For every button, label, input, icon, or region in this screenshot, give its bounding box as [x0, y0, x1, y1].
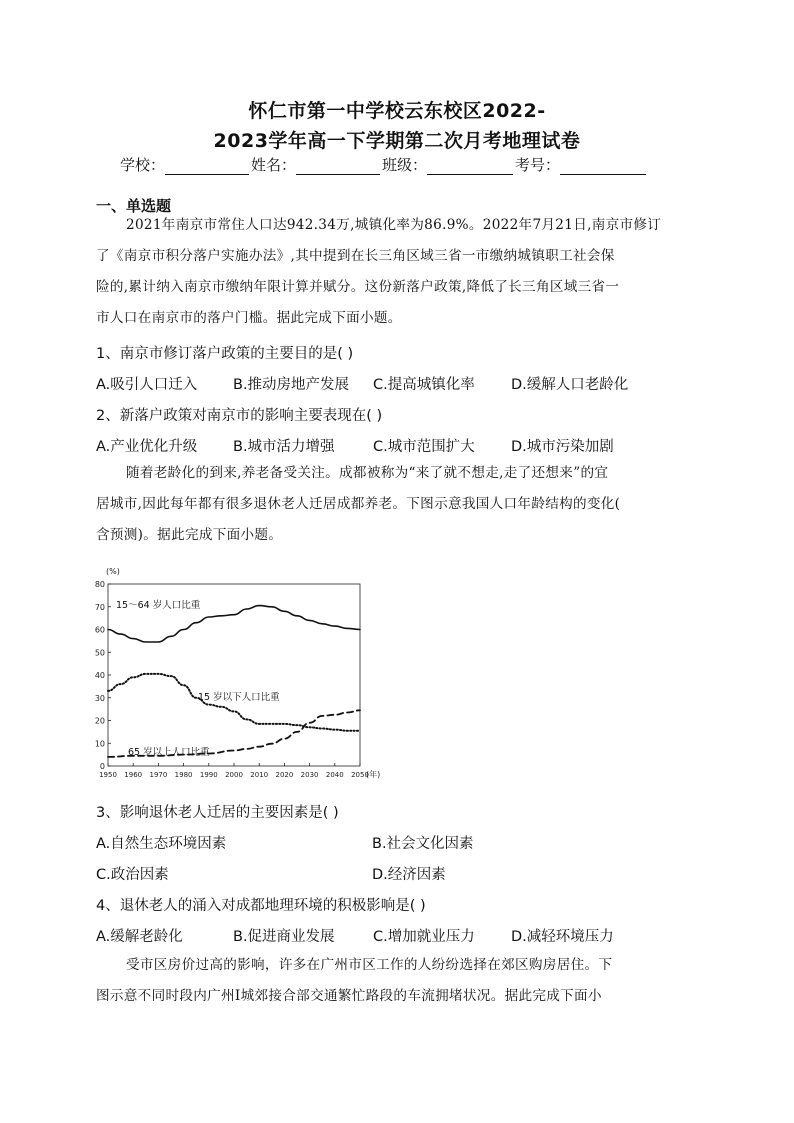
- y-tick-label: 40: [94, 671, 105, 680]
- student-info-line: [120, 154, 680, 175]
- exam-title-line1: 怀仁市第一中学校云东校区2022-: [248, 100, 546, 122]
- passage-line: 随着老龄化的到来,养老备受关注。成都被称为“来了就不想走,走了还想来”的宜: [126, 465, 609, 481]
- chart-labels: [106, 567, 380, 779]
- x-tick-label: 2020: [275, 771, 294, 779]
- q1-option-d[interactable]: D.缓解人口老龄化: [511, 377, 629, 393]
- name-blank[interactable]: [296, 158, 380, 175]
- x-tick-label: 2030: [300, 771, 319, 779]
- x-tick-label: 1960: [124, 771, 143, 779]
- q3-option-b[interactable]: B.社会文化因素: [372, 836, 474, 852]
- population-age-structure-chart: [92, 560, 412, 792]
- exam-title-line2: 2023学年高一下学期第二次月考地理试卷: [213, 130, 581, 152]
- question-2-stem: 2、新落户政策对南京市的影响主要表现在( ): [96, 408, 383, 424]
- q4-option-b[interactable]: B.促进商业发展: [233, 929, 335, 945]
- q4-option-c[interactable]: C.增加就业压力: [373, 929, 475, 945]
- passage-chengdu: [96, 458, 696, 551]
- passage-line: 2021年南京市常住人口达942.34万,城镇化率为86.9%。2022年7月21日,南京市修订: [126, 217, 662, 233]
- y-axis-label: (%): [106, 567, 120, 576]
- name-label: 姓名：: [251, 156, 297, 174]
- q2-option-b[interactable]: B.城市活力增强: [233, 439, 335, 455]
- passage-line: 险的,累计纳入南京市缴纳年限计算并赋分。这份新落户政策,降低了长三角区域三省一: [96, 279, 620, 295]
- x-tick-label: 2050: [351, 771, 369, 779]
- y-tick-label: 80: [94, 580, 105, 589]
- passage-line: 图示意不同时段内广州Ⅰ城郊接合部交通繁忙路段的车流拥堵状况。据此完成下面小: [96, 988, 602, 1004]
- legend-working-age: 15～64 岁人口比重: [116, 600, 201, 611]
- x-tick-label: 2000: [225, 771, 243, 779]
- q3-option-d[interactable]: D.经济因素: [372, 867, 446, 883]
- series-working-age-line: [108, 606, 360, 642]
- legend-over-65: 65 岁以上人口比重: [128, 747, 210, 758]
- y-tick-label: 20: [94, 716, 105, 726]
- q4-option-a[interactable]: A.缓解老龄化: [96, 929, 183, 945]
- class-blank[interactable]: [427, 158, 513, 175]
- x-tick-label: 1990: [199, 771, 218, 779]
- legend-under-15: 15 岁以下人口比重: [198, 692, 280, 703]
- question-4-stem: 4、退休老人的涌入对成都地理环境的积极影响是( ): [96, 898, 426, 914]
- passage-nanjing: [96, 210, 696, 334]
- passage-guangzhou: [96, 950, 696, 1012]
- q2-option-c[interactable]: C.城市范围扩大: [373, 439, 475, 455]
- q1-option-c[interactable]: C.提高城镇化率: [373, 377, 475, 393]
- y-tick-label: 30: [94, 693, 105, 703]
- x-axis-label: (年): [366, 770, 381, 779]
- q4-option-d[interactable]: D.减轻环境压力: [511, 929, 614, 945]
- school-label: 学校：: [120, 156, 166, 174]
- passage-line: 市人口在南京市的落户门槛。据此完成下面小题。: [96, 310, 402, 326]
- chart-series: [108, 606, 360, 757]
- x-tick-label: 1980: [174, 771, 193, 779]
- q2-option-d[interactable]: D.城市污染加剧: [511, 439, 614, 455]
- plot-frame: [108, 584, 360, 766]
- x-tick-label: 1950: [99, 771, 117, 779]
- passage-line: 了《南京市积分落户实施办法》,其中提到在长三角区域三省一市缴纳城镇职工社会保: [96, 248, 615, 264]
- q1-option-a[interactable]: A.吸引人口迁入: [96, 377, 198, 393]
- q3-option-c[interactable]: C.政治因素: [96, 867, 169, 883]
- passage-line: 含预测)。据此完成下面小题。: [96, 527, 283, 543]
- y-tick-label: 10: [94, 739, 105, 749]
- section-title: 一、单选题: [96, 197, 172, 215]
- question-3-stem: 3、影响退休老人迁居的主要因素是( ): [96, 805, 339, 821]
- passage-line: 受市区房价过高的影响，许多在广州市区工作的人纷纷选择在郊区购房居住。下: [126, 957, 613, 973]
- school-blank[interactable]: [165, 158, 249, 175]
- y-tick-label: 50: [94, 648, 105, 658]
- x-tick-label: 2010: [250, 771, 269, 779]
- q1-option-b[interactable]: B.推动房地产发展: [233, 377, 350, 393]
- y-tick-label: 0: [99, 762, 105, 771]
- q3-option-a[interactable]: A.自然生态环境因素: [96, 836, 227, 852]
- passage-line: 居城市,因此每年都有很多退休老人迁居成都养老。下图示意我国人口年龄结构的变化(: [96, 496, 621, 512]
- exam-number-blank[interactable]: [560, 158, 646, 175]
- q2-option-a[interactable]: A.产业优化升级: [96, 439, 198, 455]
- question-1-stem: 1、南京市修订落户政策的主要目的是( ): [96, 346, 354, 362]
- x-tick-label: 2040: [325, 771, 344, 779]
- x-tick-label: 1970: [149, 771, 168, 779]
- y-tick-label: 70: [94, 602, 105, 612]
- class-label: 班级：: [382, 156, 428, 174]
- y-tick-label: 60: [94, 625, 105, 635]
- exam-number-label: 考号：: [515, 156, 561, 174]
